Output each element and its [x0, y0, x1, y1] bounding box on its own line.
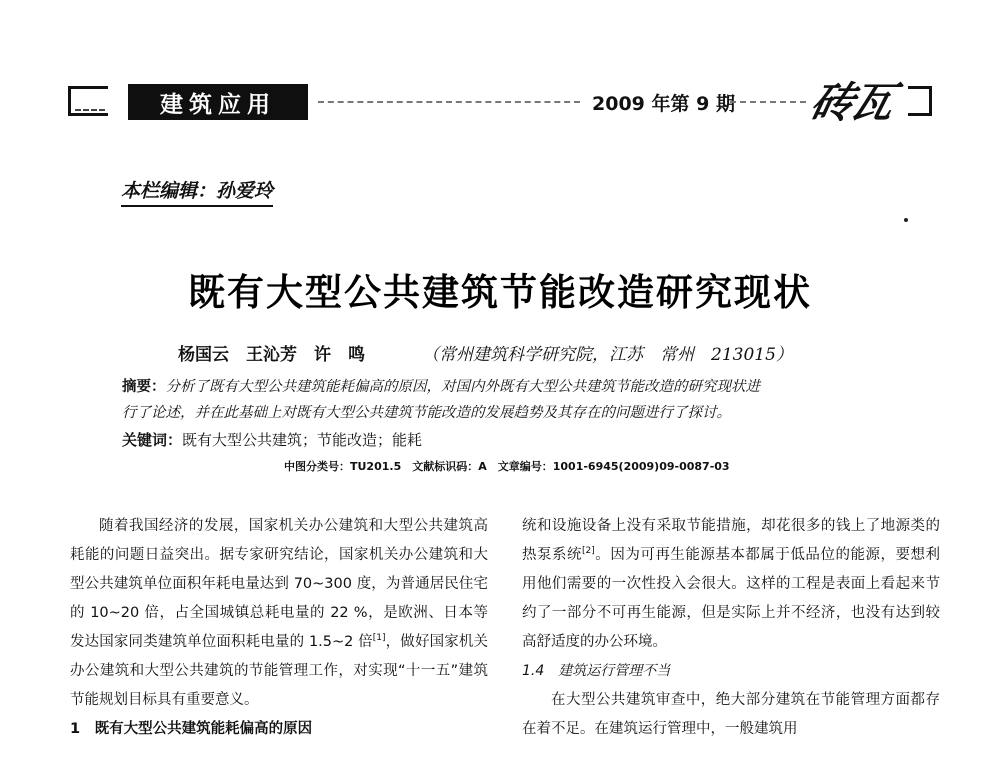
abstract-line	[122, 374, 912, 400]
keywords	[122, 429, 422, 450]
paragraph-text: 随着我国经济的发展，国家机关办公建筑和大型公共建筑高耗能的问题日益突出。据专家研究结论，国家机关办公建筑和大型公共建筑单位面积年耗电量达到 70~300 度，为普通居民住宅的 10~20 倍，占全国城镇总耗电量的 22 %，是欧洲、日本等发达国家同类建筑单位面积耗电量的 1.5~2 倍	[70, 518, 488, 650]
section-heading: 1 既有大型公共建筑能耗偏高的原因	[70, 721, 313, 737]
header-left-bracket	[68, 86, 108, 116]
abstract-line: 行了论述，并在此基础上对既有大型公共建筑节能改造的发展趋势及其存在的问题进行了探讨。	[122, 405, 731, 421]
citation: [2]	[582, 546, 595, 557]
abstract-text: 分析了既有大型公共建筑能耗偏高的原因，对国内外既有大型公共建筑节能改造的研究现状进	[165, 379, 760, 395]
abstract	[122, 374, 912, 426]
keywords-text: 既有大型公共建筑；节能改造；能耗	[182, 431, 423, 449]
article-authors: 杨国云 王沁芳 许 鸣	[178, 345, 365, 365]
keywords-label: 关键词：	[122, 431, 183, 449]
paragraph-text: ，做好国家机关办公建筑和大型公共建筑的节能管理工作，对实现“十一五”建筑节能规划目标具有重要意义。	[70, 634, 488, 708]
journal-logo: 砖瓦	[806, 78, 897, 127]
header-right-bracket	[908, 86, 932, 116]
paragraph-text: 。因为可再生能源基本都属于低品位的能源，要想利用他们需要的一次性投入会很大。这样的工程是表面上看起来节约了一部分不可再生能源，但是实际上并不经济，也没有达到较高舒适度的办公环境。	[522, 547, 941, 650]
body-paragraph	[70, 512, 488, 715]
print-speck	[904, 218, 908, 222]
subsection-heading: 1.4 建筑运行管理不当	[522, 663, 671, 679]
issue-number: 2009 年第 9 期	[592, 92, 735, 115]
abstract-label: 摘要：	[122, 379, 166, 395]
article-title: 既有大型公共建筑节能改造研究现状	[188, 271, 812, 314]
body-column-left	[70, 512, 488, 744]
body-paragraph	[522, 512, 940, 657]
section-tag: 建筑应用	[128, 84, 308, 120]
paragraph-text: 统和设施设备上没有采取节能措施，却花很多的钱上了地源类的热泵系统	[522, 518, 940, 563]
body-paragraph: 在大型公共建筑审查中，绝大部分建筑在节能管理方面都存在着不足。在建筑运行管理中，一般建筑用	[522, 692, 940, 737]
classification-line: 中图分类号：TU201.5 文献标识码：A 文章编号：1001-6945(2009)09-0087-03	[284, 460, 730, 473]
header-divider	[318, 101, 580, 103]
column-editor: 本栏编辑：孙爱玲	[121, 176, 273, 207]
citation: [1]	[372, 633, 386, 644]
author-affiliation: （常州建筑科学研究院，江苏 常州 213015）	[422, 345, 793, 365]
page-header	[0, 0, 1000, 140]
header-divider	[730, 101, 806, 103]
body-column-right	[522, 512, 940, 744]
